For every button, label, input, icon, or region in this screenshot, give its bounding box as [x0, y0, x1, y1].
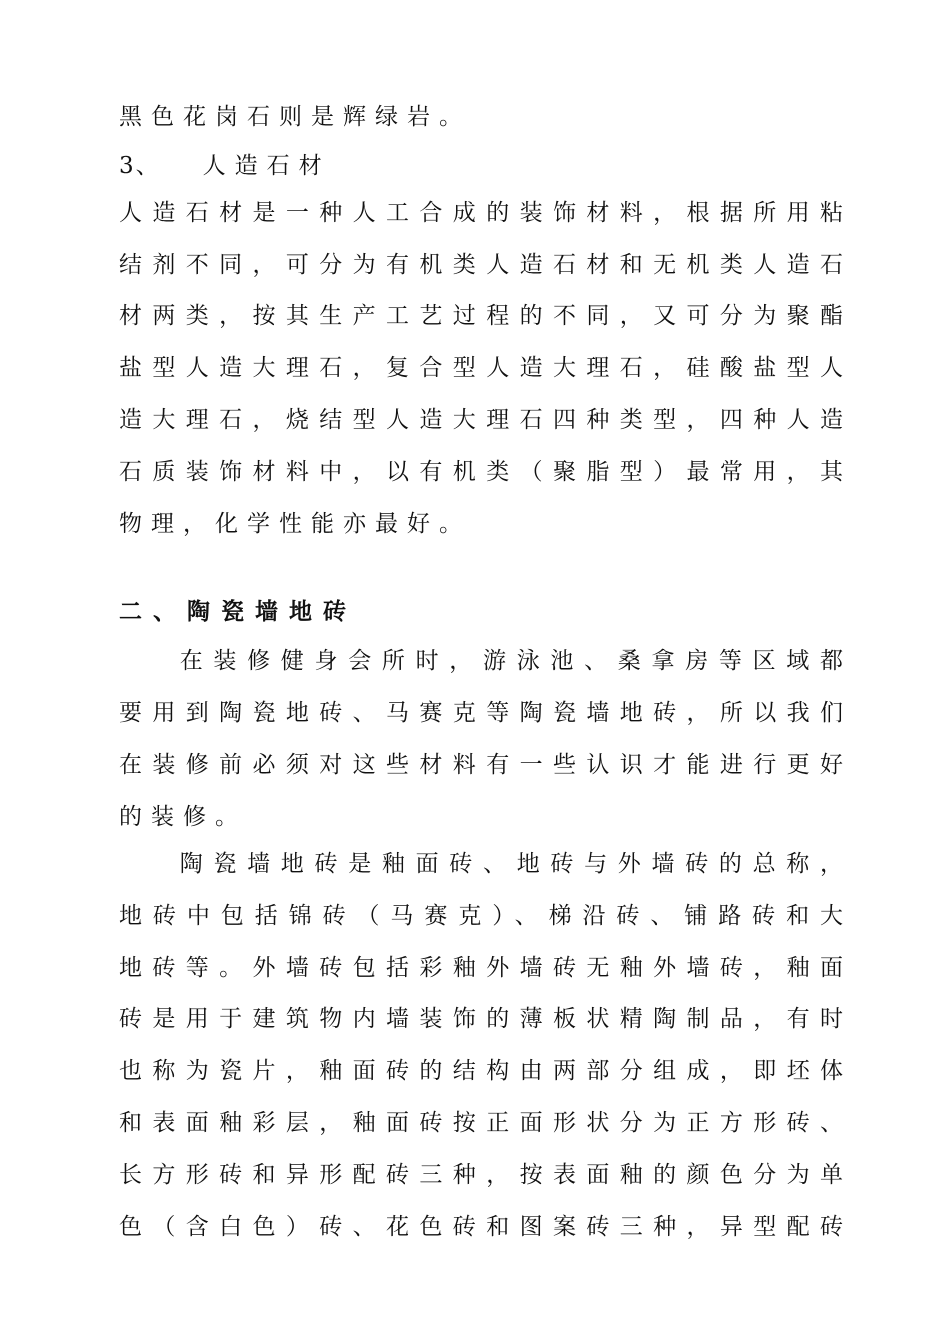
section-3-number: 3、	[119, 153, 161, 179]
paragraph-line: 长方形砖和异形配砖三种，按表面釉的颜色分为单	[119, 1162, 843, 1188]
paragraph-line: 在装修前必须对这些材料有一些认识才能进行更好	[119, 752, 843, 778]
paragraph-line: 色（含白色）砖、花色砖和图案砖三种，异型配砖	[119, 1214, 843, 1240]
paragraph-line: 石质装饰材料中，以有机类（聚脂型）最常用，其	[119, 459, 843, 485]
paragraph-line: 材两类，按其生产工艺过程的不同，又可分为聚酯	[119, 303, 843, 329]
intro-line: 黑色花岗石则是辉绿岩。	[119, 104, 471, 130]
paragraph-line: 造大理石，烧结型人造大理石四种类型，四种人造	[119, 407, 843, 433]
paragraph-line: 和表面釉彩层，釉面砖按正面形状分为正方形砖、	[119, 1110, 843, 1136]
paragraph-line: 盐型人造大理石，复合型人造大理石，硅酸盐型人	[119, 355, 843, 381]
paragraph-line: 地砖等。外墙砖包括彩釉外墙砖无釉外墙砖，釉面	[119, 955, 843, 981]
paragraph-line: 砖是用于建筑物内墙装饰的薄板状精陶制品，有时	[119, 1006, 843, 1032]
section-3-heading	[119, 151, 843, 181]
paragraph-line: 的装修。	[119, 804, 247, 830]
section-heading: 二、陶瓷墙地砖	[119, 598, 357, 625]
paragraph-line: 在装修健身会所时，游泳池、桑拿房等区域都	[169, 648, 843, 674]
paragraph-line: 结剂不同，可分为有机类人造石材和无机类人造石	[119, 252, 843, 278]
paragraph-line: 地砖中包括锦砖（马赛克）、梯沿砖、铺路砖和大	[119, 903, 843, 929]
section-3-title: 人造石材	[202, 153, 331, 179]
paragraph-line: 陶瓷墙地砖是釉面砖、地砖与外墙砖的总称，	[169, 851, 843, 877]
paragraph-line: 也称为瓷片，釉面砖的结构由两部分组成，即坯体	[119, 1058, 843, 1084]
paragraph-line: 人造石材是一种人工合成的装饰材料，根据所用粘	[119, 200, 843, 226]
paragraph-line: 物理，化学性能亦最好。	[119, 511, 471, 537]
paragraph-line: 要用到陶瓷地砖、马赛克等陶瓷墙地砖，所以我们	[119, 700, 843, 726]
